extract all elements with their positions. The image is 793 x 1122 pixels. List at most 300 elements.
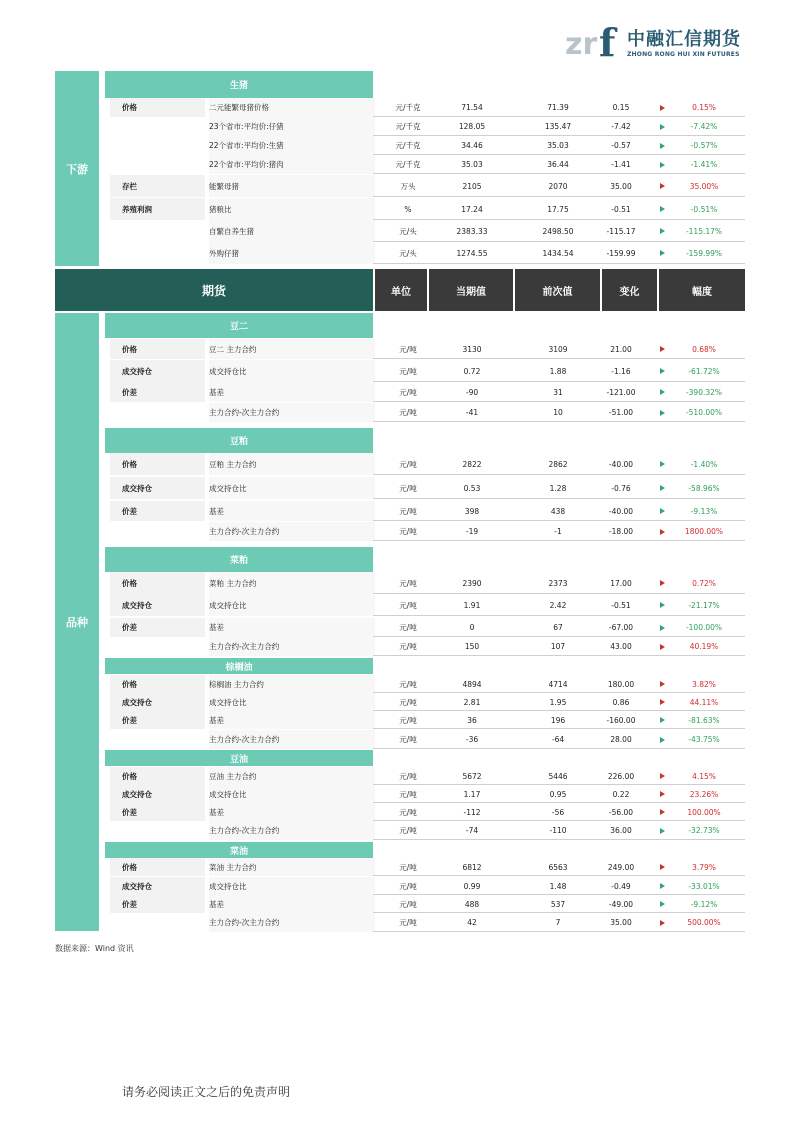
row-category — [113, 220, 203, 242]
row-indicator-name — [209, 453, 375, 475]
row-pct-change: 3.82% — [692, 679, 716, 689]
row-current-value: 2390 — [462, 578, 482, 588]
row-unit: 元/吨 — [399, 623, 417, 632]
row-category: 价格 — [110, 572, 205, 594]
row-current-value: -19 — [465, 527, 479, 536]
row-divider — [373, 540, 745, 541]
row-category — [113, 155, 203, 174]
row-pct-change: 100.00% — [687, 807, 721, 817]
row-previous-value: 71.39 — [547, 103, 569, 112]
row-category: 成交持仓 — [110, 477, 205, 499]
row-pct-change: 4.15% — [692, 771, 716, 781]
row-indicator-name — [209, 136, 375, 155]
row-indicator-name — [209, 730, 375, 749]
row-previous-value: -110 — [549, 826, 567, 835]
row-unit: 元/吨 — [399, 789, 417, 799]
table-row — [105, 453, 745, 475]
row-current-value: 6812 — [462, 862, 482, 872]
table-row — [105, 242, 745, 264]
row-current-value: 2.81 — [463, 697, 481, 707]
indicator-text: 成交持仓比 — [209, 881, 247, 891]
trend-arrow-icon — [657, 477, 667, 499]
row-indicator-name — [209, 198, 375, 220]
row-current-value: 0 — [469, 623, 475, 632]
indicator-text: 22个省市:平均价:猪肉 — [209, 160, 284, 169]
row-divider — [373, 520, 745, 521]
row-indicator-name — [209, 360, 375, 382]
table-row — [105, 594, 745, 616]
row-unit: 元/千克 — [395, 103, 421, 112]
row-category — [113, 730, 203, 749]
indicator-text: 成交持仓比 — [209, 789, 247, 799]
row-category: 价差 — [110, 803, 205, 821]
row-category: 价格 — [110, 675, 205, 693]
row-change: -0.49 — [611, 881, 631, 891]
row-change: -115.17 — [606, 226, 636, 236]
indicator-text: 成交持仓比 — [209, 483, 247, 493]
row-pct-change: 44.11% — [689, 697, 719, 707]
row-pct-change: 0.68% — [692, 344, 716, 354]
row-divider — [373, 931, 745, 932]
indicator-text: 基差 — [209, 506, 224, 516]
indicator-text: 菜粕 主力合约 — [209, 578, 257, 588]
row-unit: 元/吨 — [399, 366, 417, 376]
row-category — [113, 522, 203, 541]
row-indicator-name — [209, 477, 375, 499]
row-category: 价差 — [110, 895, 205, 913]
row-previous-value: 1434.54 — [542, 248, 574, 258]
table-row — [105, 403, 745, 422]
row-pct-change: -7.42% — [690, 122, 718, 131]
row-indicator-name — [209, 821, 375, 840]
row-unit: 元/吨 — [399, 826, 417, 835]
trend-arrow-icon — [657, 693, 667, 711]
table-row — [105, 136, 745, 155]
row-category: 成交持仓 — [110, 877, 205, 895]
row-indicator-name — [209, 98, 375, 117]
row-previous-value: 7 — [555, 918, 561, 927]
row-pct-change: -390.32% — [685, 387, 723, 397]
row-change: 17.00 — [610, 578, 632, 588]
row-category — [113, 637, 203, 656]
row-current-value: 488 — [464, 899, 480, 909]
row-category: 价差 — [110, 618, 205, 637]
row-previous-value: 4714 — [548, 679, 568, 689]
section-header: 菜粕 — [105, 547, 373, 572]
section-header: 棕榈油 — [105, 658, 373, 674]
header-previous: 前次值 — [515, 269, 600, 311]
row-category: 成交持仓 — [110, 360, 205, 382]
row-category: 成交持仓 — [110, 785, 205, 803]
trend-arrow-icon — [657, 675, 667, 693]
row-change: -67.00 — [608, 623, 634, 632]
logo-chinese-name: 中融汇信期货 — [627, 29, 741, 50]
trend-arrow-icon — [657, 618, 667, 637]
row-category — [113, 403, 203, 422]
company-logo — [565, 22, 775, 62]
row-current-value: -74 — [465, 826, 479, 835]
row-previous-value: 10 — [553, 408, 563, 417]
row-indicator-name — [209, 693, 375, 711]
zrf-logo-mark-icon — [565, 22, 625, 60]
indicator-text: 自繁自养生猪 — [209, 226, 254, 236]
trend-arrow-icon — [657, 117, 667, 136]
table-row — [105, 198, 745, 220]
trend-arrow-icon — [657, 730, 667, 749]
row-category — [113, 136, 203, 155]
row-category: 价格 — [110, 858, 205, 876]
row-change: 35.00 — [610, 181, 632, 191]
row-indicator-name — [209, 242, 375, 264]
row-current-value: 150 — [464, 642, 480, 651]
indicator-text: 棕榈油 主力合约 — [209, 679, 264, 689]
row-unit: 万头 — [400, 181, 416, 191]
row-change: 0.15 — [612, 103, 630, 112]
row-indicator-name — [209, 877, 375, 895]
trend-arrow-icon — [657, 858, 667, 876]
row-unit: 元/千克 — [395, 160, 421, 169]
row-pct-change: -43.75% — [688, 735, 720, 744]
disclaimer-text: 请务必阅读正文之后的免责声明 — [122, 1085, 291, 1099]
row-unit: 元/吨 — [399, 862, 417, 872]
table-header — [55, 269, 745, 311]
row-pct-change: -33.01% — [688, 881, 720, 891]
table-row — [105, 675, 745, 693]
table-row — [105, 155, 745, 174]
side-label-downstream: 下游 — [55, 71, 99, 266]
indicator-text: 主力合约-次主力合约 — [209, 826, 280, 835]
table-row — [105, 711, 745, 729]
row-pct-change: -9.12% — [690, 899, 718, 909]
row-divider — [373, 358, 745, 359]
row-previous-value: 1.28 — [549, 483, 567, 493]
row-previous-value: 196 — [550, 715, 566, 725]
indicator-text: 基差 — [209, 623, 224, 632]
row-change: -49.00 — [608, 899, 634, 909]
trend-arrow-icon — [657, 136, 667, 155]
row-indicator-name — [209, 637, 375, 656]
row-divider — [373, 474, 745, 475]
row-divider — [373, 615, 745, 616]
row-unit: 元/头 — [399, 226, 417, 236]
row-divider — [373, 655, 745, 656]
svg-text:zr: zr — [565, 27, 598, 60]
trend-arrow-icon — [657, 785, 667, 803]
row-indicator-name — [209, 711, 375, 729]
row-pct-change: -1.41% — [690, 160, 718, 169]
indicator-text: 成交持仓比 — [209, 697, 247, 707]
header-pct: 幅度 — [659, 269, 745, 311]
row-unit: 元/吨 — [399, 344, 417, 354]
row-indicator-name — [209, 594, 375, 616]
row-current-value: -36 — [465, 735, 479, 744]
row-change: 28.00 — [610, 735, 632, 744]
row-indicator-name — [209, 501, 375, 521]
row-category: 价差 — [110, 501, 205, 521]
row-category: 价格 — [110, 339, 205, 359]
row-change: 249.00 — [607, 862, 635, 872]
row-previous-value: 2.42 — [549, 600, 567, 610]
row-divider — [373, 421, 745, 422]
row-pct-change: 3.79% — [692, 862, 716, 872]
trend-arrow-icon — [657, 175, 667, 197]
row-previous-value: -1 — [554, 527, 562, 536]
row-pct-change: -58.96% — [688, 483, 720, 493]
indicator-text: 主力合约-次主力合约 — [209, 642, 280, 651]
row-category: 存栏 — [110, 175, 205, 197]
row-pct-change: -0.51% — [690, 204, 718, 214]
row-category — [113, 242, 203, 264]
indicator-text: 豆油 主力合约 — [209, 771, 257, 781]
row-category — [113, 913, 203, 932]
row-change: -7.42 — [611, 122, 631, 131]
indicator-text: 豆粕 主力合约 — [209, 459, 257, 469]
indicator-text: 菜油 主力合约 — [209, 862, 257, 872]
header-futures: 期货 — [55, 269, 373, 311]
row-current-value: 3130 — [462, 344, 482, 354]
trend-arrow-icon — [657, 339, 667, 359]
row-change: 36.00 — [610, 826, 632, 835]
indicator-text: 基差 — [209, 807, 224, 817]
trend-arrow-icon — [657, 453, 667, 475]
indicator-text: 能繁母猪 — [209, 181, 239, 191]
table-row — [105, 637, 745, 656]
row-current-value: 128.05 — [458, 122, 486, 131]
table-row — [105, 501, 745, 521]
indicator-text: 主力合约-次主力合约 — [209, 408, 280, 417]
table-row — [105, 618, 745, 637]
row-unit: 元/吨 — [399, 679, 417, 689]
row-pct-change: 35.00% — [689, 181, 719, 191]
row-previous-value: 17.75 — [547, 204, 569, 214]
row-current-value: 17.24 — [461, 204, 483, 214]
row-divider — [373, 728, 745, 729]
row-pct-change: 0.15% — [692, 103, 716, 112]
table-row — [105, 877, 745, 895]
row-previous-value: 2862 — [548, 459, 568, 469]
row-unit: 元/吨 — [399, 506, 417, 516]
table-row — [105, 821, 745, 840]
row-previous-value: 2373 — [548, 578, 568, 588]
row-previous-value: 438 — [550, 506, 566, 516]
row-current-value: 1.17 — [463, 789, 481, 799]
row-unit: 元/吨 — [399, 642, 417, 651]
row-previous-value: 537 — [550, 899, 566, 909]
row-unit: 元/吨 — [399, 771, 417, 781]
row-indicator-name — [209, 767, 375, 785]
row-change: 21.00 — [610, 344, 632, 354]
row-category: 成交持仓 — [110, 693, 205, 711]
row-pct-change: 40.19% — [689, 642, 719, 651]
row-current-value: 2822 — [462, 459, 482, 469]
indicator-text: 22个省市:平均价:生猪 — [209, 141, 284, 150]
row-change: -0.51 — [611, 204, 631, 214]
indicator-text: 外购仔猪 — [209, 248, 239, 258]
row-previous-value: 1.88 — [549, 366, 567, 376]
row-current-value: 2383.33 — [456, 226, 488, 236]
table-row — [105, 767, 745, 785]
table-row — [105, 339, 745, 359]
row-unit: 元/千克 — [395, 141, 421, 150]
table-row — [105, 98, 745, 117]
header-current: 当期值 — [429, 269, 513, 311]
trend-arrow-icon — [657, 637, 667, 656]
row-category: 价差 — [110, 382, 205, 402]
row-divider — [373, 875, 745, 876]
row-pct-change: 0.72% — [692, 578, 716, 588]
table-row — [105, 117, 745, 136]
row-unit: 元/吨 — [399, 715, 417, 725]
row-divider — [373, 401, 745, 402]
row-change: 180.00 — [607, 679, 635, 689]
row-indicator-name — [209, 858, 375, 876]
row-previous-value: 6563 — [548, 862, 568, 872]
row-previous-value: 36.44 — [547, 160, 569, 169]
row-change: -160.00 — [606, 715, 636, 725]
trend-arrow-icon — [657, 767, 667, 785]
indicator-text: 成交持仓比 — [209, 600, 247, 610]
trend-arrow-icon — [657, 220, 667, 242]
table-row — [105, 522, 745, 541]
row-indicator-name — [209, 895, 375, 913]
row-category: 价格 — [110, 98, 205, 117]
row-current-value: -90 — [465, 387, 479, 397]
svg-text:f: f — [599, 22, 616, 60]
table-row — [105, 858, 745, 876]
row-previous-value: 2070 — [548, 181, 568, 191]
row-previous-value: -64 — [551, 735, 565, 744]
section-header: 生猪 — [105, 71, 373, 98]
indicator-text: 主力合约-次主力合约 — [209, 527, 280, 536]
trend-arrow-icon — [657, 360, 667, 382]
trend-arrow-icon — [657, 98, 667, 117]
row-current-value: 0.72 — [463, 366, 481, 376]
row-pct-change: 1800.00% — [684, 527, 724, 536]
row-current-value: 0.53 — [463, 483, 481, 493]
row-indicator-name — [209, 339, 375, 359]
section-header: 豆二 — [105, 313, 373, 338]
row-unit: 元/吨 — [399, 807, 417, 817]
row-previous-value: 0.95 — [549, 789, 567, 799]
section-header: 菜油 — [105, 842, 373, 858]
row-current-value: 5672 — [462, 771, 482, 781]
row-category: 养殖利润 — [110, 198, 205, 220]
indicator-text: 基差 — [209, 387, 224, 397]
row-unit: 元/吨 — [399, 483, 417, 493]
row-current-value: 1274.55 — [456, 248, 488, 258]
indicator-text: 豆二 主力合约 — [209, 344, 257, 354]
header-change: 变化 — [602, 269, 657, 311]
row-indicator-name — [209, 618, 375, 637]
row-previous-value: 1.95 — [549, 697, 567, 707]
row-indicator-name — [209, 382, 375, 402]
row-previous-value: 2498.50 — [542, 226, 574, 236]
row-pct-change: -61.72% — [688, 366, 720, 376]
table-row — [105, 477, 745, 499]
row-previous-value: 31 — [553, 387, 563, 397]
row-pct-change: -81.63% — [688, 715, 720, 725]
row-pct-change: -9.13% — [690, 506, 718, 516]
row-current-value: -112 — [463, 807, 481, 817]
row-category — [113, 117, 203, 136]
row-unit: 元/吨 — [399, 899, 417, 909]
row-indicator-name — [209, 220, 375, 242]
indicator-text: 主力合约-次主力合约 — [209, 735, 280, 744]
row-pct-change: -510.00% — [685, 408, 723, 417]
row-current-value: 71.54 — [461, 103, 483, 112]
row-divider — [373, 196, 745, 197]
trend-arrow-icon — [657, 895, 667, 913]
row-change: 0.86 — [612, 697, 630, 707]
row-category: 成交持仓 — [110, 594, 205, 616]
trend-arrow-icon — [657, 403, 667, 422]
row-previous-value: 5446 — [548, 771, 568, 781]
row-indicator-name — [209, 803, 375, 821]
row-change: 35.00 — [610, 918, 632, 927]
table-row — [105, 220, 745, 242]
row-current-value: 34.46 — [461, 141, 483, 150]
side-label-varieties: 品种 — [55, 313, 99, 931]
row-divider — [373, 173, 745, 174]
row-category: 价差 — [110, 711, 205, 729]
row-category: 价格 — [110, 453, 205, 475]
row-unit: 元/吨 — [399, 918, 417, 927]
row-change: -40.00 — [608, 459, 634, 469]
trend-arrow-icon — [657, 913, 667, 932]
trend-arrow-icon — [657, 821, 667, 840]
indicator-text: 23个省市:平均价:仔猪 — [209, 122, 284, 131]
row-change: -1.16 — [611, 366, 631, 376]
row-unit: 元/千克 — [395, 122, 421, 131]
row-unit: 元/头 — [399, 248, 417, 258]
section-header: 豆油 — [105, 750, 373, 766]
row-current-value: 42 — [467, 918, 477, 927]
row-indicator-name — [209, 117, 375, 136]
trend-arrow-icon — [657, 382, 667, 402]
row-indicator-name — [209, 522, 375, 541]
table-row — [105, 382, 745, 402]
row-change: -51.00 — [608, 408, 634, 417]
row-change: -0.57 — [611, 141, 631, 150]
row-current-value: 398 — [464, 506, 480, 516]
row-previous-value: 107 — [550, 642, 566, 651]
row-current-value: 1.91 — [463, 600, 481, 610]
row-category: 价格 — [110, 767, 205, 785]
row-divider — [373, 263, 745, 264]
table-row — [105, 175, 745, 197]
row-unit: % — [404, 204, 412, 214]
row-change: 43.00 — [610, 642, 632, 651]
row-current-value: 2105 — [462, 181, 482, 191]
row-unit: 元/吨 — [399, 459, 417, 469]
trend-arrow-icon — [657, 155, 667, 174]
row-indicator-name — [209, 913, 375, 932]
row-current-value: -41 — [465, 408, 479, 417]
indicator-text: 主力合约-次主力合约 — [209, 918, 280, 927]
trend-arrow-icon — [657, 572, 667, 594]
row-change: -121.00 — [606, 387, 636, 397]
row-unit: 元/吨 — [399, 697, 417, 707]
trend-arrow-icon — [657, 803, 667, 821]
row-indicator-name — [209, 785, 375, 803]
row-unit: 元/吨 — [399, 881, 417, 891]
row-divider — [373, 839, 745, 840]
row-pct-change: -100.00% — [685, 623, 723, 632]
row-previous-value: 3109 — [548, 344, 568, 354]
row-pct-change: -0.57% — [690, 141, 718, 150]
row-change: 226.00 — [607, 771, 635, 781]
row-indicator-name — [209, 175, 375, 197]
